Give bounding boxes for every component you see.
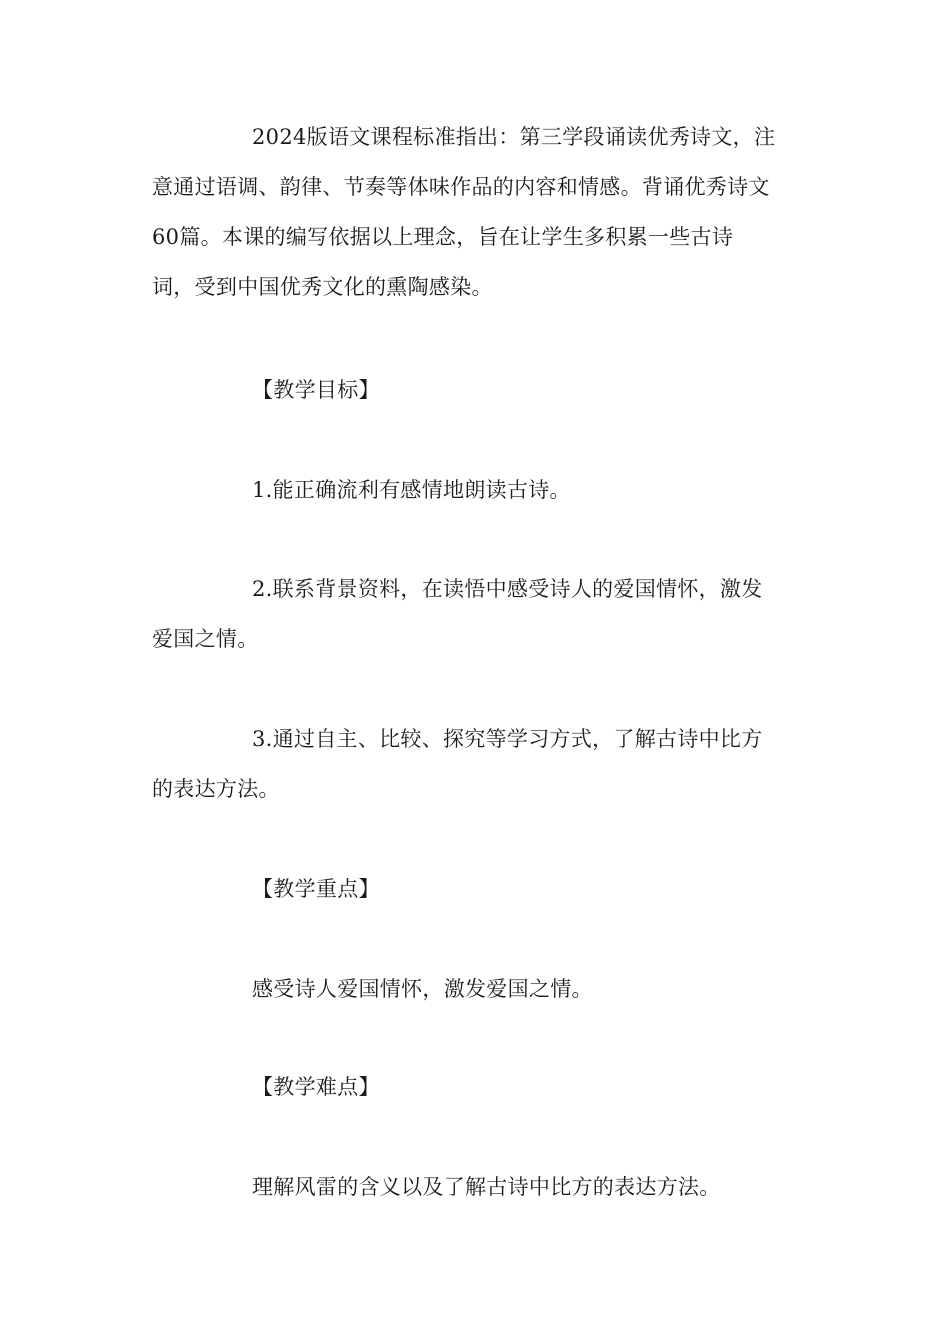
difficulties-text [152, 1162, 802, 1212]
difficulties-heading [152, 1062, 802, 1112]
intro-line-4: 词，受到中国优秀文化的熏陶感染。 [152, 275, 493, 299]
intro-line-1: 2024版语文课程标准指出：第三学段诵读优秀诗文，注 [252, 125, 776, 149]
objectives-heading [152, 365, 802, 415]
objectives-heading-text: 【教学目标】 [252, 378, 380, 402]
key-points-text [152, 964, 802, 1014]
objective-1-line-1: 1.能正确流利有感情地朗读古诗。 [252, 478, 571, 502]
objective-item-1 [152, 465, 802, 515]
objective-2-line-1: 2.联系背景资料，在读悟中感受诗人的爱国情怀，激发 [252, 577, 763, 601]
objective-2-line-2: 爱国之情。 [152, 627, 259, 651]
key-points-text-line: 感受诗人爱国情怀，激发爱国之情。 [252, 977, 593, 1001]
key-points-heading-text: 【教学重点】 [252, 877, 380, 901]
objective-3-line-2: 的表达方法。 [152, 777, 280, 801]
difficulties-text-line: 理解风雷的含义以及了解古诗中比方的表达方法。 [252, 1175, 721, 1199]
intro-line-3: 60篇。本课的编写依据以上理念，旨在让学生多积累一些古诗 [152, 225, 734, 249]
intro-paragraph [152, 112, 802, 312]
intro-line-2: 意通过语调、韵律、节奏等体味作品的内容和情感。背诵优秀诗文 [152, 175, 770, 199]
objective-item-2 [152, 564, 802, 664]
key-points-heading [152, 864, 802, 914]
difficulties-heading-text: 【教学难点】 [252, 1075, 380, 1099]
objective-3-line-1: 3.通过自主、比较、探究等学习方式，了解古诗中比方 [252, 727, 763, 751]
objective-item-3 [152, 714, 802, 814]
